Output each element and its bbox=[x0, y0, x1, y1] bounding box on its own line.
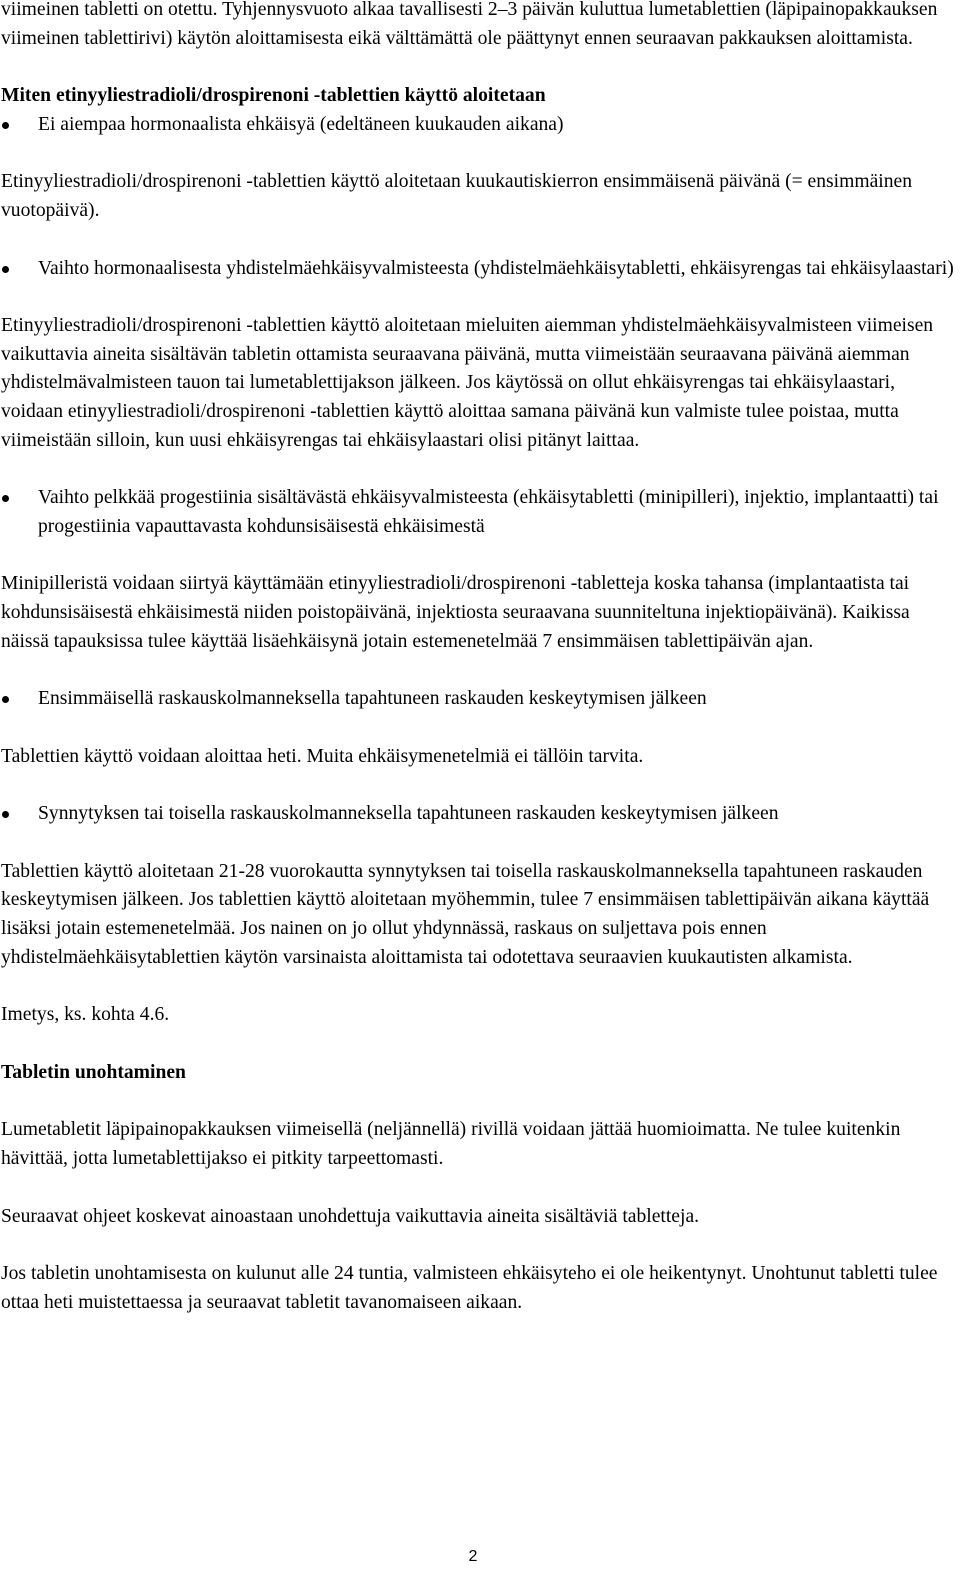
bullet-text: Ei aiempaa hormonaalista ehkäisyä (edeltäneen kuukauden aikana) bbox=[38, 113, 564, 135]
bullet-icon bbox=[2, 122, 9, 129]
paragraph: Tablettien käyttö voidaan aloittaa heti. Muita ehkäisymenetelmiä ei tällöin tarvita. bbox=[1, 745, 644, 767]
paragraph-continuation: viimeinen tabletti on otettu. Tyhjennysvuoto alkaa tavallisesti 2–3 päivän kuluttua lumetablettien (läpipainopakkauksen viimeinen tablettirivi) käytön aloittamisesta eikä välttämättä ole päättynyt ennen seuraavan pakkauksen aloittamista. bbox=[1, 0, 938, 49]
paragraph: Lumetabletit läpipainopakkauksen viimeisellä (neljännellä) rivillä voidaan jättää huomioimatta. Ne tulee kuitenkin hävittää, jotta lumetablettijakso ei pitkity tarpeettomasti. bbox=[1, 1119, 901, 1170]
paragraph: Jos tabletin unohtamisesta on kulunut alle 24 tuntia, valmisteen ehkäisyteho ei ole heikentynyt. Unohtunut tabletti tulee ottaa heti muistettaessa ja seuraavat tabletit tavanomaiseen aikaan. bbox=[1, 1263, 938, 1313]
page-number: 2 bbox=[468, 1548, 478, 1565]
document-page bbox=[1, 0, 957, 1317]
paragraph: Etinyyliestradioli/drospirenoni -tablettien käyttö aloitetaan mieluiten aiemman yhdistelmäehkäisyvalmisteen viimeisen vaikuttavia aineita sisältävän tabletin ottamista seuraavana päivänä, mutta viimeistään seuraavana päivänä aiemman yhdistelmävalmisteen tauon tai lumetablettijakson jälkeen. Jos käytössä on ollut ehkäisyrengas tai ehkäisylaastari, voidaan etinyyliestradioli/drospirenoni -tablettien käyttö aloittaa samana päivänä kun valmiste tulee poistaa, mutta viimeistään silloin, kun uusi ehkäisyrengas tai ehkäisylaastari olisi pitänyt laittaa. bbox=[1, 315, 934, 451]
bullet-icon bbox=[2, 266, 9, 273]
paragraph: Imetys, ks. kohta 4.6. bbox=[1, 1004, 170, 1026]
bullet-icon bbox=[2, 696, 9, 703]
section-heading-starting-use: Miten etinyyliestradioli/drospirenoni -tablettien käyttö aloitetaan bbox=[1, 85, 546, 107]
bullet-text: Synnytyksen tai toisella raskauskolmanneksella tapahtuneen raskauden keskeytymisen jälkeen bbox=[38, 803, 779, 825]
bullet-item bbox=[1, 111, 957, 140]
section-heading-missed-tablet: Tabletin unohtaminen bbox=[1, 1061, 186, 1083]
bullet-text: Vaihto hormonaalisesta yhdistelmäehkäisyvalmisteesta (yhdistelmäehkäisytabletti, ehkäisyrengas tai ehkäisylaastari) bbox=[38, 257, 954, 279]
bullet-item bbox=[1, 800, 957, 829]
paragraph: Seuraavat ohjeet koskevat ainoastaan unohdettuja vaikuttavia aineita sisältäviä tabletteja. bbox=[1, 1205, 700, 1227]
bullet-text: Ensimmäisellä raskauskolmanneksella tapahtuneen raskauden keskeytymisen jälkeen bbox=[38, 688, 707, 710]
paragraph: Tablettien käyttö aloitetaan 21-28 vuorokautta synnytyksen tai toisella raskauskolmanneksella tapahtuneen raskauden keskeytymisen jälkeen. Jos tablettien käyttö aloitetaan myöhemmin, tulee 7 ensimmäisen tablettipäivän aikana käyttää lisäksi jotain estemenetelmää. Jos nainen on jo ollut yhdynnässä, raskaus on suljettava pois ennen yhdistelmäehkäisytablettien käytön varsinaista aloittamista tai odotettava seuraavien kuukautisten alkamista. bbox=[1, 860, 930, 968]
bullet-item bbox=[1, 685, 957, 714]
paragraph: Minipilleristä voidaan siirtyä käyttämään etinyyliestradioli/drospirenoni -tabletteja koska tahansa (implantaatista tai kohdunsisäisestä ehkäisimestä niiden poistopäivänä, injektiosta seuraavana suunniteltuna injektiopäivänä). Kaikissa näissä tapauksissa tulee käyttää lisäehkäisynä jotain estemenetelmää 7 ensimmäisen tablettipäivän ajan. bbox=[1, 573, 910, 652]
bullet-item bbox=[1, 484, 957, 541]
bullet-icon bbox=[2, 495, 9, 502]
bullet-icon bbox=[2, 811, 9, 818]
bullet-item bbox=[1, 255, 957, 284]
paragraph: Etinyyliestradioli/drospirenoni -tablettien käyttö aloitetaan kuukautiskierron ensimmäisenä päivänä (= ensimmäinen vuotopäivä). bbox=[1, 171, 913, 221]
bullet-text: Vaihto pelkkää progestiinia sisältävästä ehkäisyvalmisteesta (ehkäisytabletti (minipilleri), injektio, implantaatti) tai progestiinia vapauttavasta kohdunsisäisestä ehkäisimestä bbox=[38, 487, 939, 537]
